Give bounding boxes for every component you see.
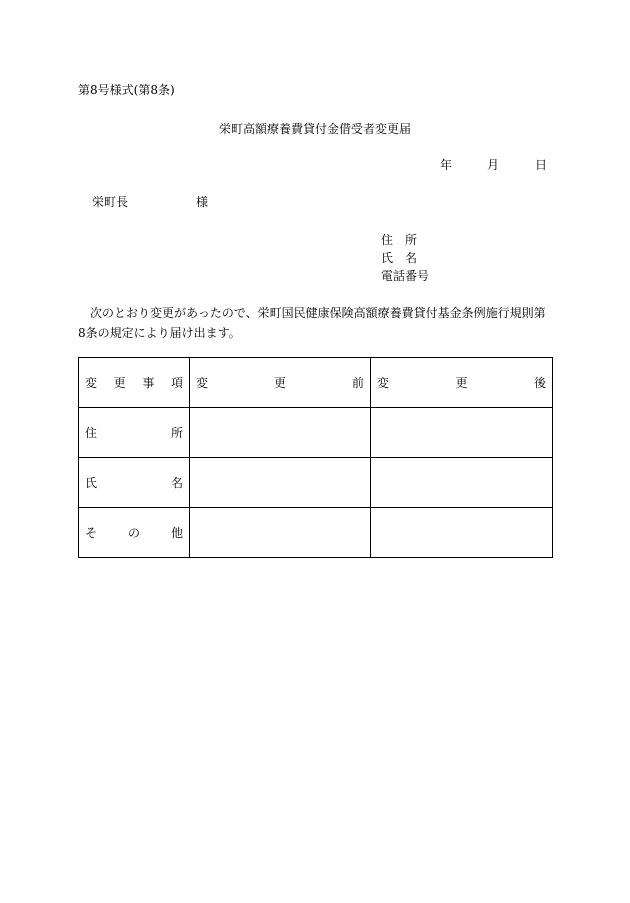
table-row-address: [79, 408, 553, 458]
applicant-block: [381, 231, 429, 285]
other-after-cell[interactable]: [371, 508, 553, 558]
date-year-label: 年: [440, 158, 453, 172]
header-after-char: 更: [455, 376, 468, 390]
name-after-cell[interactable]: [371, 458, 553, 508]
row-label-name: [79, 458, 190, 508]
change-table: [78, 357, 553, 558]
addressee-suffix: 様: [196, 195, 209, 209]
header-item-char: 項: [170, 376, 183, 390]
document-title: 栄町高額療養費貸付金借受者変更届: [218, 122, 411, 136]
header-item-char: 更: [113, 376, 126, 390]
header-after-char: 後: [533, 376, 546, 390]
row-label-char: 他: [170, 526, 183, 540]
applicant-name-label: 氏 名: [381, 251, 418, 265]
row-label-address: [79, 408, 190, 458]
header-before-char: 更: [273, 376, 286, 390]
header-before-char: 変: [196, 376, 209, 390]
header-after-change: [371, 358, 553, 408]
name-before-cell[interactable]: [190, 458, 371, 508]
date-day-label: 日: [535, 158, 548, 172]
row-label-char: 名: [170, 476, 183, 490]
row-label-char: 所: [170, 426, 183, 440]
applicant-phone-label: 電話番号: [381, 269, 430, 283]
body-text: 次のとおり変更があったので、栄町国民健康保険高額療養費貸付基金条例施行規則第8条の規定により届け出ます。: [78, 306, 546, 340]
table-row-other: [79, 508, 553, 558]
row-label-char: そ: [85, 526, 98, 540]
address-before-cell[interactable]: [190, 408, 371, 458]
applicant-address-label: 住 所: [381, 233, 418, 247]
header-item-char: 変: [85, 376, 98, 390]
date-month-label: 月: [487, 158, 500, 172]
row-label-char: 氏: [85, 476, 98, 490]
row-label-other: [79, 508, 190, 558]
header-before-change: [190, 358, 371, 408]
form-number: 第8号様式(第8条): [78, 83, 175, 97]
header-item-char: 事: [142, 376, 155, 390]
table-header-row: [79, 358, 553, 408]
table-row-name: [79, 458, 553, 508]
other-before-cell[interactable]: [190, 508, 371, 558]
header-after-char: 変: [377, 376, 390, 390]
address-after-cell[interactable]: [371, 408, 553, 458]
row-label-char: の: [127, 526, 140, 540]
row-label-char: 住: [85, 426, 98, 440]
header-before-char: 前: [351, 376, 364, 390]
header-change-item: [79, 358, 190, 408]
addressee-name: 栄町長: [92, 195, 129, 209]
